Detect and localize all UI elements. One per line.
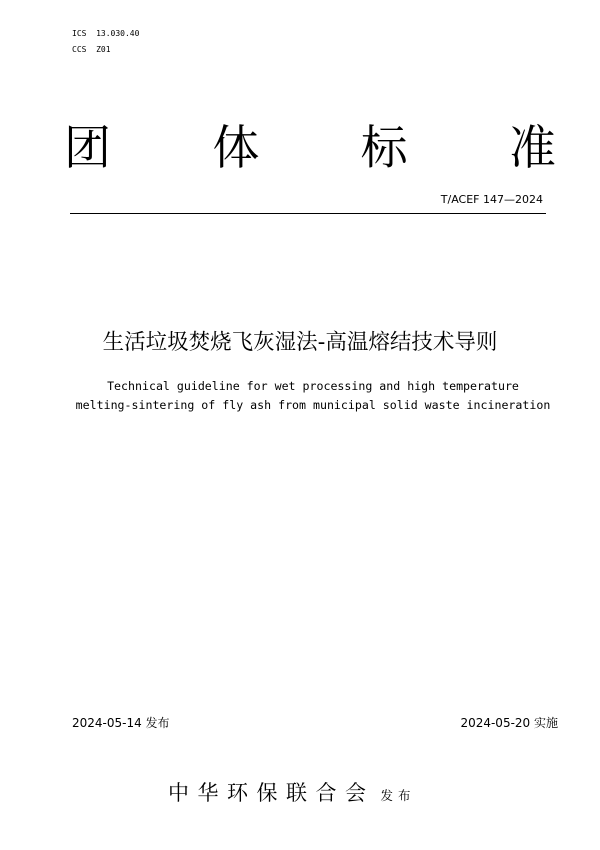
heading-char: 标 [360,121,408,176]
heading-char: 准 [508,121,556,176]
publisher-line [168,779,416,810]
english-title-line-1: Technical guideline for wet processing and high temperature [107,379,519,393]
standard-number: T/ACEF 147—2024 [440,193,543,206]
group-standard-heading [64,121,556,177]
ics-code: ICS 13.030.40 [72,29,140,38]
implementation-date: 2024-05-20 实施 [460,716,558,730]
header-divider [70,213,546,214]
english-title-line-2: melting-sintering of fly ash from municipal solid waste incineration [75,398,551,412]
publisher-organization: 中华环保联合会 [168,781,375,805]
ccs-code: CCS Z01 [72,45,111,54]
publisher-suffix: 发布 [380,788,416,803]
heading-char: 团 [64,121,111,176]
heading-char: 体 [212,121,260,176]
chinese-title: 生活垃圾焚烧飞灰湿法-高温熔结技术导则 [102,330,498,355]
issue-date: 2024-05-14 发布 [72,716,170,730]
